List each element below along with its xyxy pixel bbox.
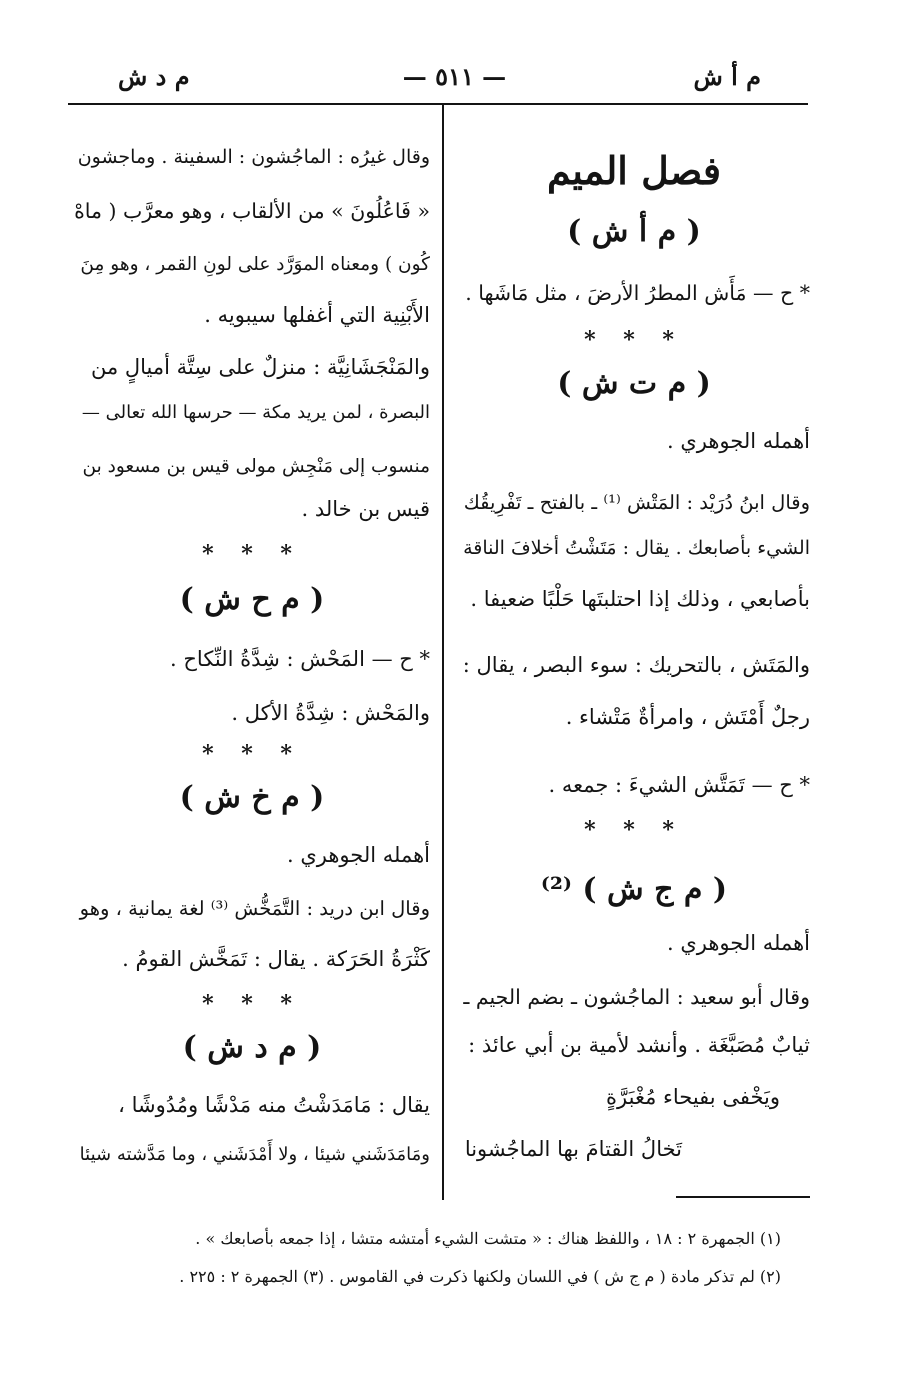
column-separator	[442, 105, 444, 1200]
section-title: فصل الميم	[547, 148, 721, 193]
entry-line: وقال غيرُه : الماجُشون : السفينة . وماجشون	[77, 146, 430, 168]
footnote-rule	[676, 1196, 810, 1198]
entry-heading-mash: ( م أ ش )	[567, 214, 701, 249]
stars-divider: * * *	[584, 327, 684, 353]
entry-heading-mjsh: ( م ج ش ) ⁽²⁾	[540, 872, 728, 907]
stars-divider: * * *	[202, 991, 302, 1017]
header-rule	[68, 103, 808, 105]
footnote: (١) الجمهرة ٢ : ١٨ ، واللفظ هناك : « متشت الشيء أمتشه متشا ، إذا جمعه بأصابعك » .	[195, 1229, 781, 1248]
entry-line: ومَامَدَشَني شيئا ، ولا أَمْدَشَني ، وما مَدَّشته شيئا	[79, 1144, 430, 1165]
entry-line: وقال أبو سعيد : الماجُشون ـ بضم الجيم ـ	[463, 985, 810, 1009]
header-root-right: م أ ش	[693, 62, 761, 91]
entry-line: وقال ابن دريد : التَّمَخُّش ⁽³⁾ لغة يمانية ، وهو	[79, 897, 430, 920]
entry-line: يقال : مَامَدَشْتُ منه مَدْشًا ومُدُوشًا ،	[118, 1093, 430, 1117]
entry-line: وقال ابنُ دُرَيْد : المَتْش ⁽¹⁾ ـ بالفتح ـ تَفْرِيقُك	[463, 491, 810, 514]
entry-line: الشيء بأصابعك . يقال : مَتَشْتُ أخلافَ الناقة	[463, 537, 810, 559]
entry-line: والمَنْجَشَانِيَّة : منزلٌ على سِتَّة أميالٍ من	[90, 355, 430, 379]
entry-line: رجلٌ أَمْتَش ، وامرأةٌ مَتْشاء .	[565, 705, 810, 729]
entry-line: قيس بن خالد .	[301, 497, 430, 521]
entry-line: * ح — تَمَتَّش الشيءَ : جمعه .	[548, 773, 810, 797]
entry-line: والمَحْش : شِدَّةُ الأكل .	[231, 701, 430, 725]
verse-line: تَخالُ القتامَ بها الماجُشونا	[464, 1137, 682, 1161]
entry-line: * ح — مَأَش المطرُ الأرضَ ، مثل مَاشَها .	[465, 281, 810, 305]
entry-line: كَثْرَةُ الحَرَكة . يقال : تَمَخَّش القومُ .	[122, 947, 430, 971]
footnote: (٢) لم تذكر مادة ( م ج ش ) في اللسان ولكنها ذكرت في القاموس . (٣) الجمهرة ٢ : ٢٢٥ .	[179, 1267, 781, 1286]
page-number: — ٥١١ —	[402, 62, 507, 91]
stars-divider: * * *	[202, 541, 302, 567]
entry-line: منسوب إلى مَنْجِش مولى قيس بن مسعود بن	[82, 456, 430, 477]
entry-line: « فَاعُلُونَ » من الألقاب ، وهو معرَّب ( ماهْ	[74, 199, 430, 223]
entry-heading-mhsh: ( م ح ش )	[179, 582, 325, 617]
verse-line: ويَخْفى بفيحاء مُغْبَرَّةٍ	[606, 1085, 780, 1109]
stars-divider: * * *	[202, 741, 302, 767]
entry-line: الأَبْنِية التي أغفلها سيبويه .	[204, 303, 430, 327]
header-root-left: م د ش	[118, 62, 190, 91]
entry-heading-mkhsh: ( م خ ش )	[179, 780, 325, 815]
entry-line: بأصابعي ، وذلك إذا احتلبتَها حَلْبًا ضعيفا .	[470, 587, 810, 611]
entry-line: أهمله الجوهري .	[666, 429, 810, 453]
entry-line: ثيابٌ مُصَبَّغَة . وأنشد لأمية بن أبي عائذ :	[468, 1033, 810, 1057]
entry-line: * ح — المَحْش : شِدَّةُ النِّكاح .	[170, 647, 430, 671]
entry-line: كُون ) ومعناه الموَرَّد على لونِ القمر ، وهو مِنَ	[80, 254, 430, 275]
entry-line: والمَتَش ، بالتحريك : سوء البصر ، يقال :	[462, 653, 810, 677]
entry-line: أهمله الجوهري .	[286, 843, 430, 867]
entry-line: البصرة ، لمن يريد مكة — حرسها الله تعالى —	[81, 402, 430, 423]
entry-heading-mtsh: ( م ت ش )	[557, 366, 711, 401]
entry-line: أهمله الجوهري .	[666, 931, 810, 955]
entry-heading-mdsh: ( م د ش )	[182, 1030, 322, 1065]
stars-divider: * * *	[584, 817, 684, 843]
